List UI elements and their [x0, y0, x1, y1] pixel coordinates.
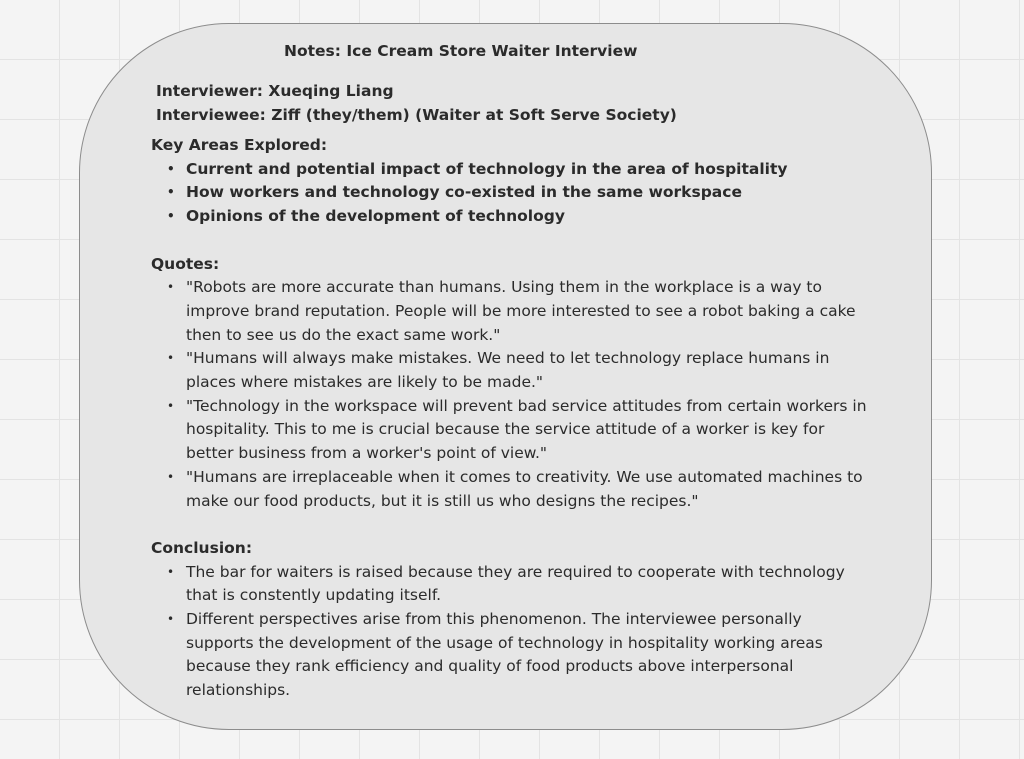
list-item: • "Robots are more accurate than humans. Using them in the workplace is a way to improve brand reputation. People will be more interested to see a robot baking a cake then to see us do the exact same work." — [151, 276, 871, 347]
conclusion-heading: Conclusion: — [151, 538, 253, 557]
conclusion-list — [151, 561, 871, 703]
list-item: • Different perspectives arise from this phenomenon. The interviewee personally supports the development of the usage of technology in hospitality working areas because they rank efficiency and quality of food products above interpersonal relationships. — [151, 608, 871, 703]
notes-content — [151, 134, 871, 703]
list-item: • "Humans will always make mistakes. We need to let technology replace humans in places where mistakes are likely to be made." — [151, 347, 871, 394]
spacer — [151, 513, 871, 537]
list-item: • Current and potential impact of technology in the area of hospitality — [151, 158, 871, 182]
key-areas-list — [151, 158, 871, 229]
page-title: Notes: Ice Cream Store Waiter Interview — [284, 42, 638, 60]
list-item: • How workers and technology co-existed in the same workspace — [151, 181, 871, 205]
list-item: • Opinions of the development of technology — [151, 205, 871, 229]
spacer — [151, 229, 871, 253]
list-item: • "Technology in the workspace will prevent bad service attitudes from certain workers in hospitality. This to me is crucial because the service attitude of a worker is key for better business from a worker's point of view." — [151, 395, 871, 466]
quotes-list — [151, 276, 871, 513]
quotes-heading: Quotes: — [151, 254, 220, 273]
list-item: • The bar for waiters is raised because they are required to cooperate with technology that is constently updating itself. — [151, 561, 871, 608]
key-areas-heading: Key Areas Explored: — [151, 136, 328, 154]
interviewer-label: Interviewer: Xueqing Liang — [156, 82, 394, 100]
interview-meta — [156, 80, 677, 127]
list-item: • "Humans are irreplaceable when it comes to creativity. We use automated machines to make our food products, but it is still us who designs the recipes." — [151, 466, 871, 513]
interviewee-label: Interviewee: Ziff (they/them) (Waiter at Soft Serve Society) — [156, 105, 677, 124]
